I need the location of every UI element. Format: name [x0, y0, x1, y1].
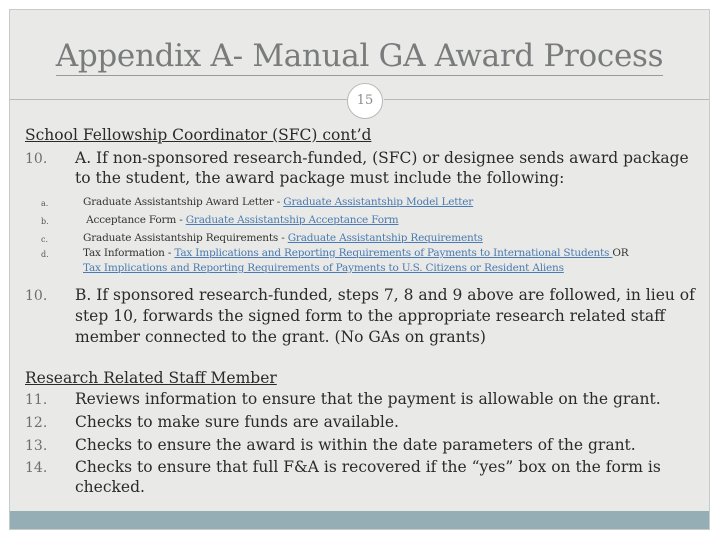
item-10a-number: 10.: [25, 151, 48, 167]
page-number-badge: 15: [347, 83, 383, 119]
slide: [9, 9, 710, 530]
sfc-heading: School Fellowship Coordinator (SFC) cont’d: [25, 126, 372, 144]
research-heading: Research Related Staff Member: [25, 369, 277, 387]
item-10b-number: 10.: [25, 288, 48, 304]
item-11-text: Reviews information to ensure that the payment is allowable on the grant.: [75, 390, 661, 408]
item-13-number: 13.: [25, 438, 48, 454]
item-10b-line2: step 10, forwards the signed form to the appropriate research related staff: [75, 307, 666, 325]
tax-international-link[interactable]: Tax Implications and Reporting Requirements of Payments to International Students: [174, 247, 613, 259]
sub-item-b-letter: b.: [41, 217, 49, 226]
item-10a-line2: to the student, the award package must include the following:: [75, 169, 565, 187]
item-10a-line1: A. If non-sponsored research-funded, (SFC) or designee sends award package: [75, 149, 689, 167]
sub-item-d: Tax Information - Tax Implications and Reporting Requirements of Payments to International Students OR: [83, 247, 629, 259]
sub-item-b: Acceptance Form - Graduate Assistantship Acceptance Form: [83, 214, 399, 226]
sub-item-c-letter: c.: [41, 235, 49, 244]
item-11-number: 11.: [25, 392, 48, 408]
item-14-text: Checks to ensure that full F&A is recovered if the “yes” box on the form is: [75, 458, 661, 476]
tax-us-citizens-link[interactable]: Tax Implications and Reporting Requirements of Payments to U.S. Citizens or Resident Aliens: [83, 262, 564, 274]
title-divider-left: [10, 99, 347, 100]
sub-item-d-line2: [83, 262, 564, 274]
title-divider-right: [384, 99, 710, 100]
footer-bar: [10, 511, 709, 529]
item-14-number: 14.: [25, 460, 48, 476]
sub-item-d-letter: d.: [41, 250, 49, 259]
sub-item-a-letter: a.: [41, 199, 49, 208]
sub-item-c: Graduate Assistantship Requirements - Graduate Assistantship Requirements: [83, 232, 483, 244]
item-13-text: Checks to ensure the award is within the date parameters of the grant.: [75, 436, 636, 454]
item-10b-line1: B. If sponsored research-funded, steps 7, 8 and 9 above are followed, in lieu of: [75, 286, 695, 304]
item-12-text: Checks to make sure funds are available.: [75, 413, 399, 431]
item-10b-line3: member connected to the grant. (No GAs on grants): [75, 328, 486, 346]
item-14-line2: checked.: [75, 478, 145, 496]
model-letter-link[interactable]: Graduate Assistantship Model Letter: [283, 196, 474, 208]
item-12-number: 12.: [25, 415, 48, 431]
sub-item-a: Graduate Assistantship Award Letter - Graduate Assistantship Model Letter: [83, 196, 474, 208]
slide-title: Appendix A- Manual GA Award Process: [55, 38, 664, 74]
requirements-link[interactable]: Graduate Assistantship Requirements: [287, 232, 483, 244]
acceptance-form-link[interactable]: Graduate Assistantship Acceptance Form: [185, 214, 399, 226]
